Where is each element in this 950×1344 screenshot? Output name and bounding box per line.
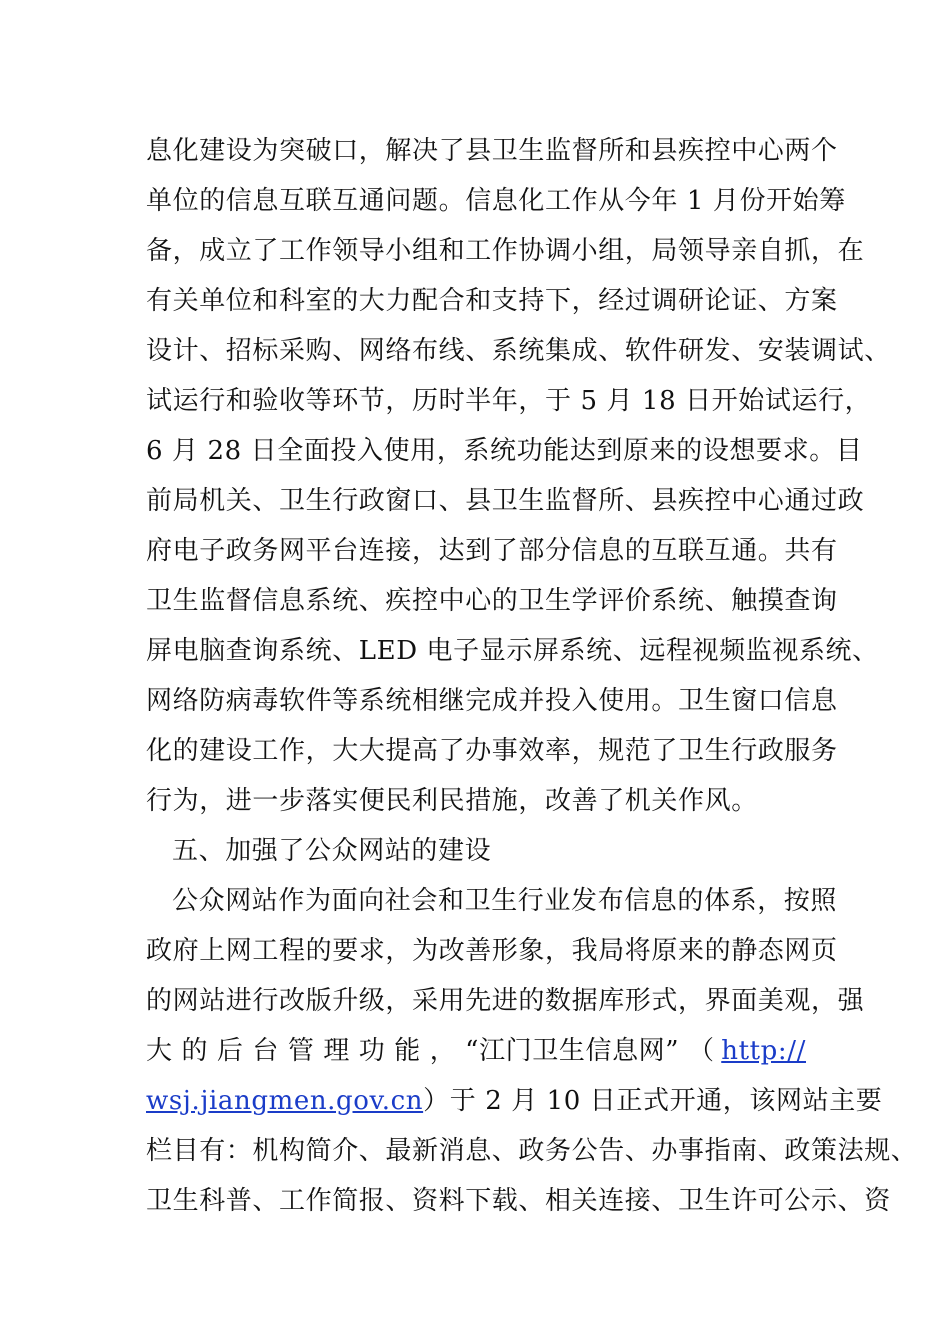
paragraph-line: 网络防病毒软件等系统相继完成并投入使用。卫生窗口信息 (146, 686, 838, 716)
url-line-continued (146, 1076, 883, 1126)
paragraph-line: 息化建设为突破口，解决了县卫生监督所和县疾控中心两个 (146, 136, 838, 166)
section-heading: 五、加强了公众网站的建设 (172, 836, 492, 866)
paragraph-line: 府电子政务网平台连接，达到了部分信息的互联互通。共有 (146, 536, 838, 566)
paragraph-line: 屏电脑查询系统、LED 电子显示屏系统、远程视频监视系统、 (146, 636, 879, 666)
website-link-part2[interactable]: wsj.jiangmen.gov.cn (146, 1086, 424, 1116)
url-line-suffix: ）于 2 月 10 日正式开通，该网站主要 (423, 1086, 883, 1116)
paragraph-line: 化的建设工作，大大提高了办事效率，规范了卫生行政服务 (146, 736, 838, 766)
paragraph-line: 卫生科普、工作简报、资料下载、相关连接、卫生许可公示、资 (146, 1186, 891, 1216)
paragraph-line: 卫生监督信息系统、疾控中心的卫生学评价系统、触摸查询 (146, 586, 838, 616)
paragraph-line: 试运行和验收等环节，历时半年，于 5 月 18 日开始试运行， (146, 386, 872, 416)
url-line-prefix: 大 的 后 台 管 理 功 能 ， “江门卫生信息网” （ (146, 1036, 715, 1066)
paragraph-line: 前局机关、卫生行政窗口、县卫生监督所、县疾控中心通过政 (146, 486, 865, 516)
paragraph-line: 政府上网工程的要求，为改善形象，我局将原来的静态网页 (146, 936, 838, 966)
paragraph-line: 的网站进行改版升级，采用先进的数据库形式，界面美观，强 (146, 986, 865, 1016)
website-link-part1[interactable]: http:// (721, 1036, 806, 1066)
paragraph-line: 行为，进一步落实便民利民措施，改善了机关作风。 (146, 786, 758, 816)
paragraph-line: 备，成立了工作领导小组和工作协调小组，局领导亲自抓，在 (146, 236, 865, 266)
paragraph-line: 单位的信息互联互通问题。信息化工作从今年 1 月份开始筹 (146, 186, 846, 216)
paragraph-line: 公众网站作为面向社会和卫生行业发布信息的体系，按照 (172, 886, 838, 916)
paragraph-line: 栏目有：机构简介、最新消息、政务公告、办事指南、政策法规、 (146, 1136, 918, 1166)
paragraph-line: 设计、招标采购、网络布线、系统集成、软件研发、安装调试、 (146, 336, 891, 366)
url-line (146, 1026, 806, 1076)
paragraph-line: 有关单位和科室的大力配合和支持下，经过调研论证、方案 (146, 286, 838, 316)
paragraph-line: 6 月 28 日全面投入使用，系统功能达到原来的设想要求。目 (146, 436, 863, 466)
